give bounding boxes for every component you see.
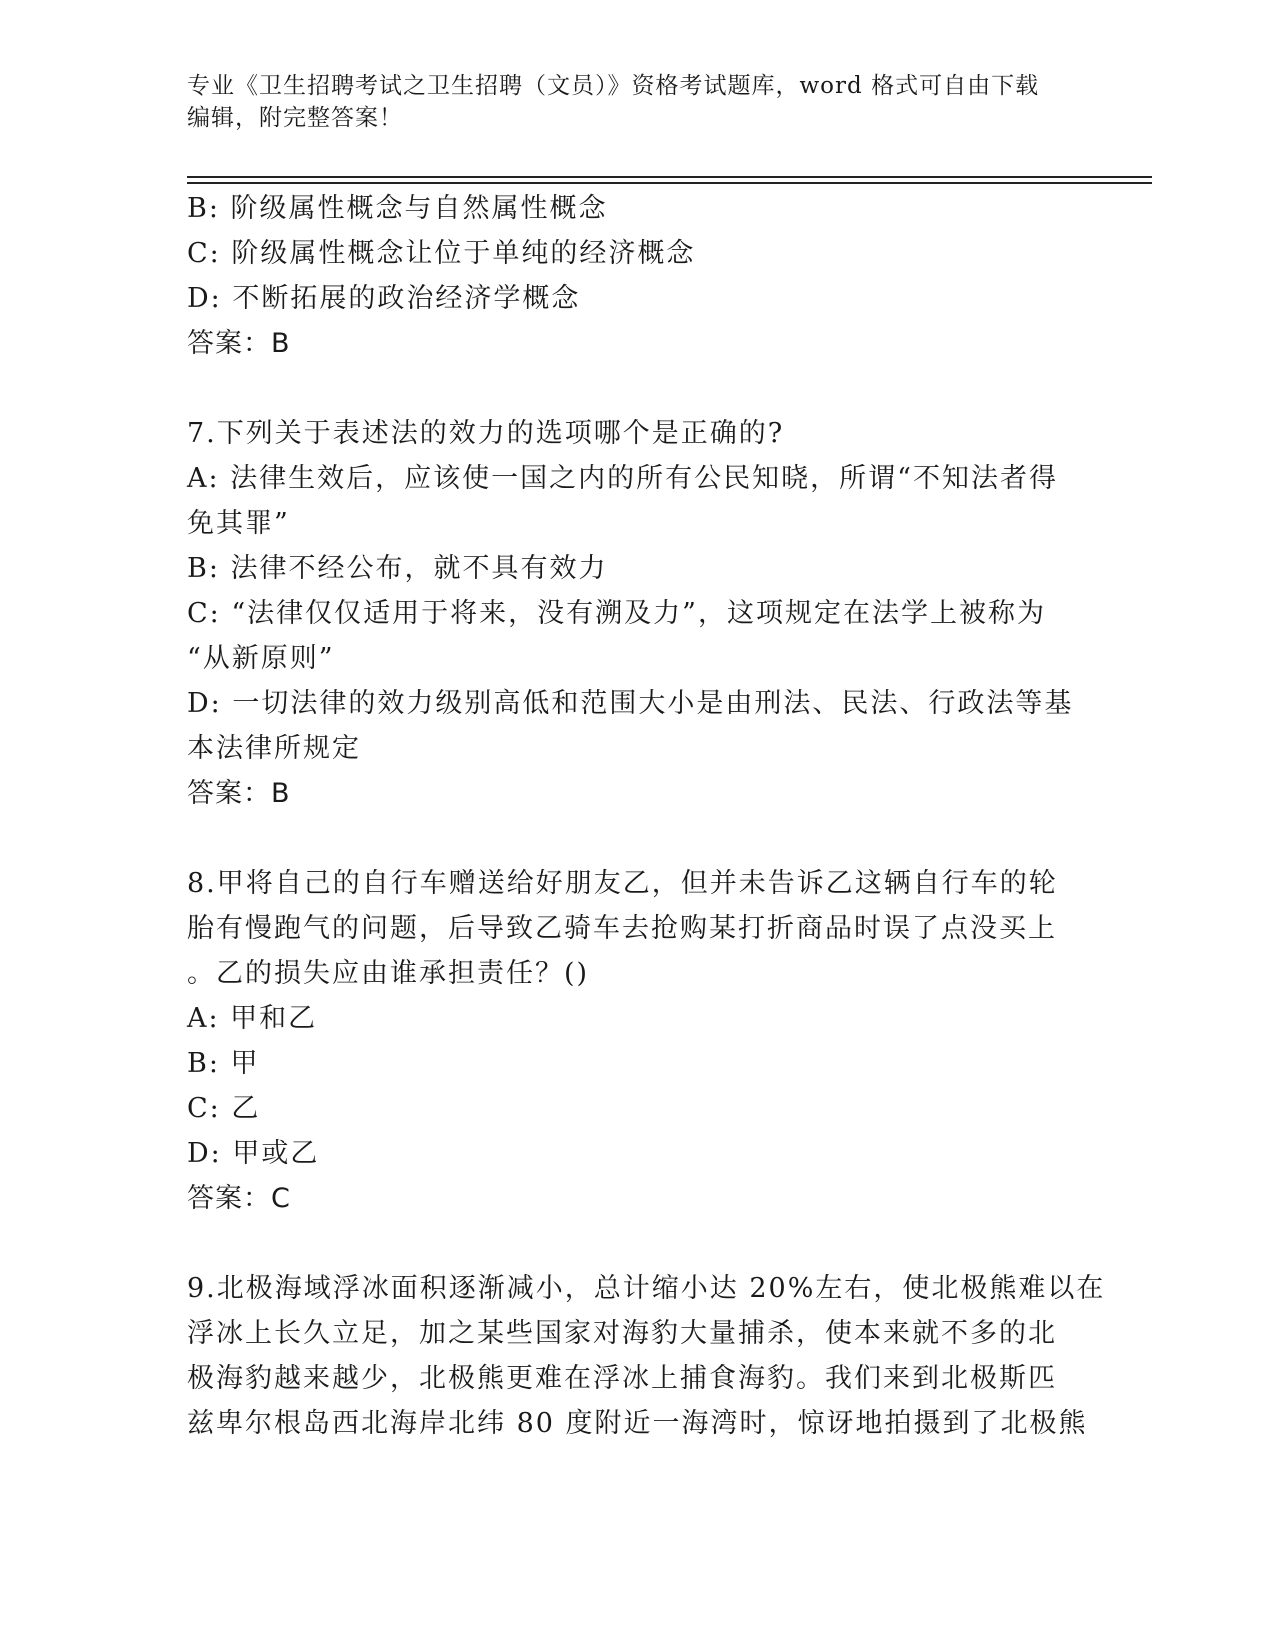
question-stem-continued: 胎有慢跑气的问题，后导致乙骑车去抢购某打折商品时误了点没买上 bbox=[187, 913, 1057, 944]
option-b: B: 法律不经公布，就不具有效力 bbox=[187, 553, 608, 584]
question-8 bbox=[187, 861, 1067, 1221]
question-7 bbox=[187, 411, 1074, 816]
answer: 答案：B bbox=[187, 778, 291, 809]
page-header bbox=[187, 70, 1067, 134]
question-stem-continued: 浮冰上长久立足，加之某些国家对海豹大量捕杀，使本来就不多的北 bbox=[187, 1318, 1057, 1349]
option-c: C: 阶级属性概念让位于单纯的经济概念 bbox=[187, 238, 696, 269]
answer: 答案：B bbox=[187, 328, 291, 359]
answer: 答案：C bbox=[187, 1183, 291, 1214]
option-b: B: 阶级属性概念与自然属性概念 bbox=[187, 193, 608, 224]
option-d: D: 不断拓展的政治经济学概念 bbox=[187, 283, 581, 314]
question-stem: 9.北极海域浮冰面积逐渐减小，总计缩小达 20%左右，使北极熊难以在 bbox=[187, 1273, 1106, 1304]
question-6 bbox=[187, 186, 1067, 366]
option-b: B: 甲 bbox=[187, 1048, 260, 1079]
question-stem-continued: 极海豹越来越少，北极熊更难在浮冰上捕食海豹。我们来到北极斯匹 bbox=[187, 1363, 1057, 1394]
option-d: D: 甲或乙 bbox=[187, 1138, 320, 1169]
question-stem: 8.甲将自己的自行车赠送给好朋友乙，但并未告诉乙这辆自行车的轮 bbox=[187, 868, 1058, 899]
question-9 bbox=[187, 1266, 1106, 1446]
option-a: A: 甲和乙 bbox=[187, 1003, 318, 1034]
header-line-2: 编辑，附完整答案！ bbox=[187, 105, 403, 131]
header-rule-top bbox=[187, 176, 1152, 178]
option-c: C: “法律仅仅适用于将来，没有溯及力”，这项规定在法学上被称为 bbox=[187, 598, 1046, 629]
spacer bbox=[187, 816, 1067, 861]
header-line-1: 专业《卫生招聘考试之卫生招聘（文员）》资格考试题库，word 格式可自由下载 bbox=[187, 73, 1040, 99]
option-c-continued: “从新原则” bbox=[187, 643, 335, 674]
question-stem-continued: 兹卑尔根岛西北海岸北纬 80 度附近一海湾时，惊讶地拍摄到了北极熊 bbox=[187, 1408, 1088, 1439]
spacer bbox=[187, 366, 1067, 411]
option-d: D: 一切法律的效力级别高低和范围大小是由刑法、民法、行政法等基 bbox=[187, 688, 1074, 719]
question-stem-continued: 。乙的损失应由谁承担责任？() bbox=[187, 958, 590, 989]
question-stem: 7.下列关于表述法的效力的选项哪个是正确的? bbox=[187, 418, 785, 449]
option-a-continued: 免其罪” bbox=[187, 508, 290, 539]
document-body bbox=[187, 186, 1106, 1446]
option-a: A: 法律生效后，应该使一国之内的所有公民知晓，所谓“不知法者得 bbox=[187, 463, 1058, 494]
spacer bbox=[187, 1221, 1067, 1266]
option-c: C: 乙 bbox=[187, 1093, 261, 1124]
option-d-continued: 本法律所规定 bbox=[187, 733, 361, 764]
header-rule-bottom bbox=[187, 182, 1152, 184]
